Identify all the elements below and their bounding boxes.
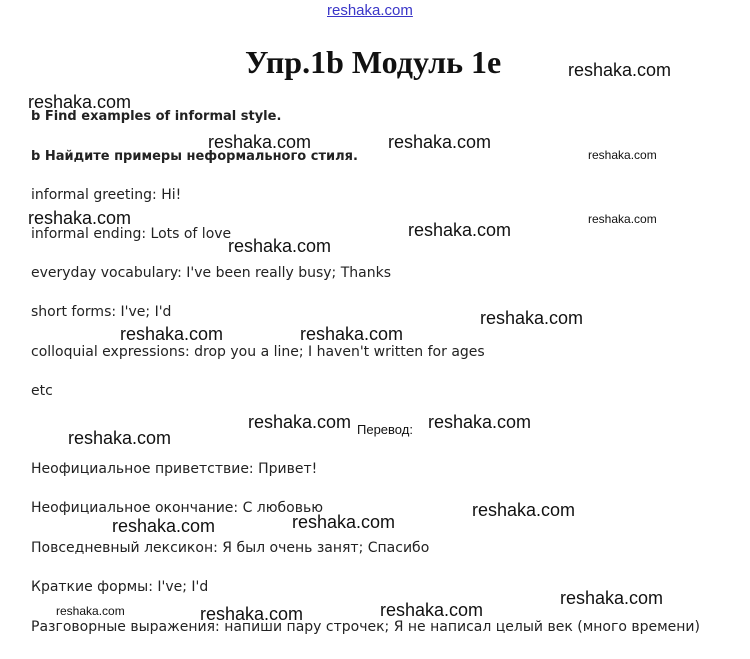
answer-line: informal ending: Lots of love <box>31 226 232 242</box>
watermark: reshaka.com <box>248 412 352 432</box>
watermark: reshaka.com <box>480 308 584 328</box>
watermark: reshaka.com <box>588 148 657 162</box>
page-title: Упр.1b Модуль 1e <box>245 44 502 80</box>
translation-line: Повседневный лексикон: Я был очень занят; Спасибо <box>31 540 430 556</box>
translation-line: Неофициальное окончание: С любовью <box>31 500 324 516</box>
watermark: reshaka.com <box>200 604 304 624</box>
watermark: reshaka.com <box>380 600 484 620</box>
watermark: reshaka.com <box>388 132 492 152</box>
watermark: reshaka.com <box>560 588 664 608</box>
site-link[interactable]: reshaka.com <box>327 2 413 19</box>
watermark: reshaka.com <box>56 604 125 618</box>
watermark: reshaka.com <box>208 132 312 152</box>
watermark: reshaka.com <box>292 512 396 532</box>
watermark: reshaka.com <box>428 412 532 432</box>
task-heading-en: b Find examples of informal style. <box>31 109 282 124</box>
watermark: reshaka.com <box>228 236 332 256</box>
answer-line: etc <box>31 383 53 399</box>
watermark: reshaka.com <box>300 324 404 344</box>
watermark: reshaka.com <box>588 212 657 226</box>
watermark: reshaka.com <box>28 92 132 112</box>
task-heading-ru: b Найдите примеры неформального стиля. <box>31 149 358 164</box>
translation-line: Разговорные выражения: напиши пару строчек; Я не написал целый век (много времени) <box>31 619 700 635</box>
answer-line: colloquial expressions: drop you a line; I haven't written for ages <box>31 344 485 360</box>
answer-line: short forms: I've; I'd <box>31 304 172 320</box>
watermark: reshaka.com <box>472 500 576 520</box>
answer-line: informal greeting: Hi! <box>31 187 182 203</box>
watermark: reshaka.com <box>112 516 216 536</box>
translation-line: Краткие формы: I've; I'd <box>31 579 209 595</box>
answer-line: everyday vocabulary: I've been really busy; Thanks <box>31 265 392 281</box>
watermark: reshaka.com <box>568 60 672 80</box>
translation-label: Перевод: <box>357 422 413 437</box>
watermark: reshaka.com <box>408 220 512 240</box>
translation-line: Неофициальное приветствие: Привет! <box>31 461 318 477</box>
watermark: reshaka.com <box>120 324 224 344</box>
watermark: reshaka.com <box>28 208 132 228</box>
watermark: reshaka.com <box>68 428 172 448</box>
